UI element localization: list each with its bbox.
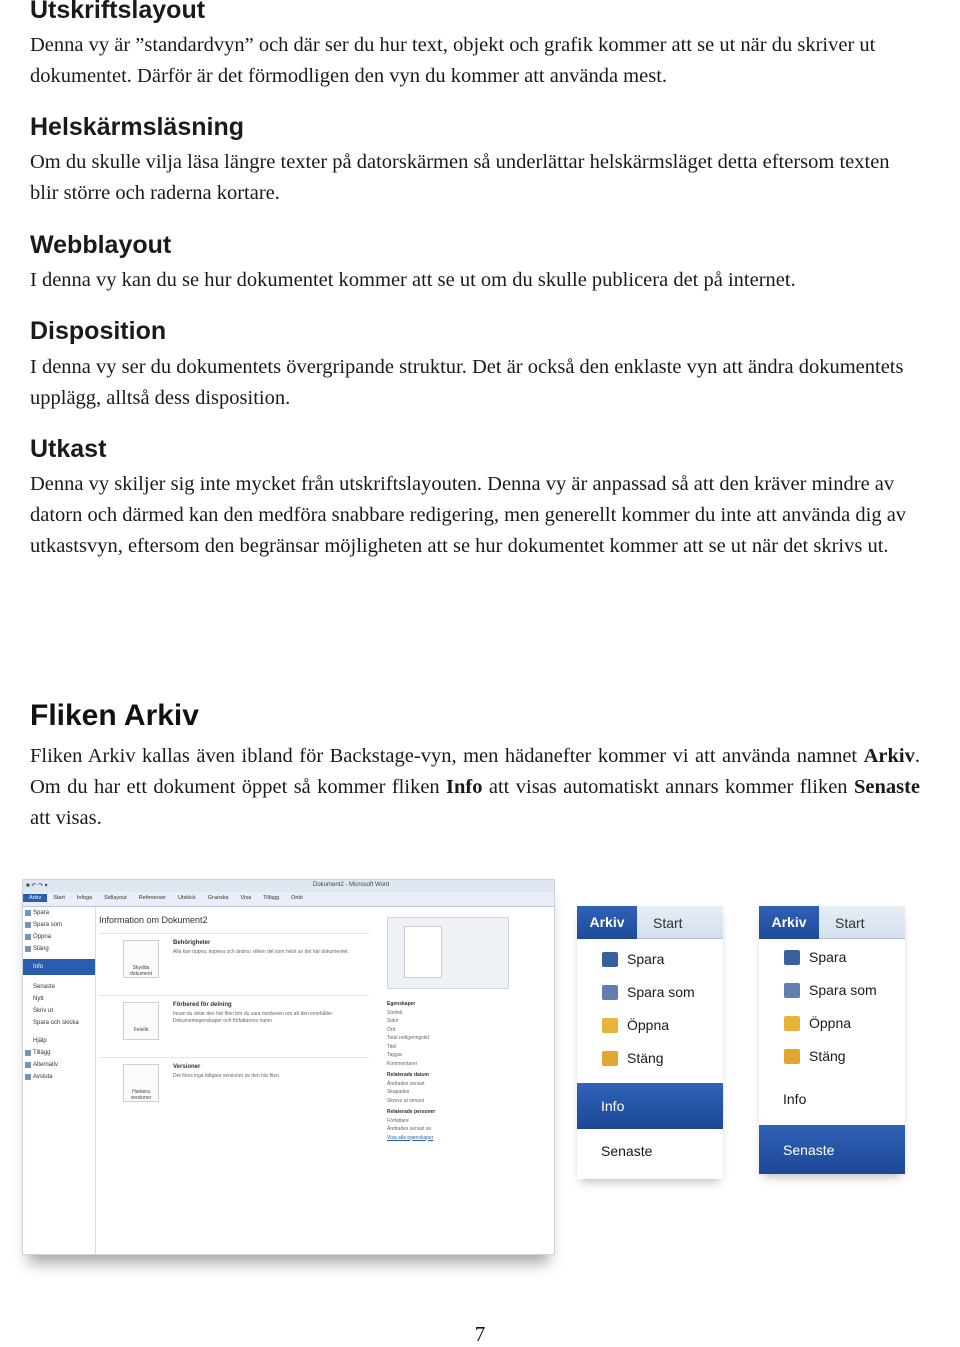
ribbon-tab[interactable]: Arkiv	[23, 894, 47, 902]
inspect-button[interactable]: Felsök	[123, 1002, 159, 1040]
property-label: Ändrades senast av	[387, 1126, 432, 1132]
text-utskriftslayout: Denna vy är ”standardvyn” och där ser du hur text, objekt och grafik kommer att se ut när du skriver ut dokumentet. Därför är det förmodligen den vyn du kommer att använda mest.	[30, 34, 876, 87]
menu-item-label: Spara som	[809, 982, 877, 998]
arkiv-menu-senaste-selected	[759, 906, 905, 1174]
prepare-sharing-block	[99, 995, 369, 1046]
menu-item-oppna[interactable]	[577, 1009, 723, 1042]
save-as-icon	[602, 985, 618, 1000]
menu-item-spara[interactable]	[759, 941, 905, 974]
ribbon-tab[interactable]: Referenser	[138, 895, 167, 901]
page-number: 7	[474, 1322, 486, 1346]
folder-open-icon	[784, 1016, 800, 1031]
bold-senaste: Senaste	[853, 776, 920, 798]
menu-tabs	[759, 906, 905, 939]
menu-item-senaste[interactable]: Senaste	[601, 1143, 653, 1159]
menu-item-label: Öppna	[809, 1015, 852, 1031]
nav-icon	[25, 1074, 31, 1080]
property-label: Taggar	[387, 1052, 403, 1058]
nav-item-label: Info	[33, 964, 44, 970]
backstage-nav-item[interactable]	[23, 959, 95, 975]
property-label: Kommentarer	[387, 1060, 418, 1067]
backstage-nav	[23, 907, 96, 1254]
ribbon-tab[interactable]: Tillägg	[263, 895, 280, 901]
property-label: Ändrades senast	[387, 1080, 425, 1087]
backstage-info-pane	[97, 907, 554, 1254]
save-as-icon	[784, 983, 800, 998]
menu-item-spara-som[interactable]	[759, 974, 905, 1007]
menu-item-label: Spara	[627, 951, 665, 967]
property-label: Egenskaper	[387, 1001, 416, 1007]
bold-arkiv: Arkiv	[863, 745, 915, 767]
backstage-nav-item[interactable]	[23, 1047, 95, 1059]
backstage-nav-item[interactable]	[23, 907, 95, 919]
text-utkast: Denna vy skiljer sig inte mycket från utskriftslayouten. Denna vy är anpassad så att den kräver mindre av datorn och därmed kan den medföra snabbare redigering, men generellt kommer du inte att använda dig av utkastsvyn, eftersom den begränsar möjligheten att se hur dokumentet kommer att se ut när det skrivs ut.	[30, 473, 907, 557]
document-preview	[387, 917, 509, 989]
backstage-nav-item[interactable]	[23, 943, 95, 955]
block-title: Behörigheter	[173, 940, 211, 946]
tab-arkiv[interactable]: Arkiv	[577, 906, 637, 939]
nav-icon	[25, 1050, 31, 1056]
ribbon-tab[interactable]: Start	[53, 895, 65, 901]
text-part: att visas automatiskt annars kommer fliken	[482, 776, 854, 798]
protect-document-button[interactable]: Skydda dokument	[123, 940, 159, 978]
quick-access-toolbar: ■ ↶ ↷ ▾	[26, 883, 48, 889]
nav-item-label: Alternativ	[33, 1062, 59, 1068]
tab-arkiv[interactable]: Arkiv	[759, 906, 819, 939]
bold-info: Info	[446, 776, 483, 798]
menu-item-label: Stäng	[809, 1048, 846, 1064]
menu-tabs	[577, 906, 723, 939]
text-part: . Om du har ett dokument öppet så kommer fliken	[30, 745, 920, 798]
nav-item-label: Stäng	[33, 946, 49, 952]
menu-item-spara[interactable]	[577, 943, 723, 976]
ribbon-tab[interactable]: Infoga	[76, 895, 93, 901]
folder-open-icon	[602, 1018, 618, 1033]
nav-item-label: Spara som	[33, 922, 63, 928]
ribbon-tab[interactable]: Utskick	[178, 895, 196, 901]
nav-icon	[25, 946, 31, 952]
property-label: Sidor	[387, 1018, 399, 1024]
ribbon-tab[interactable]: Onbi	[291, 895, 303, 901]
property-label: Relaterade datum	[387, 1072, 429, 1078]
backstage-screenshot	[22, 879, 555, 1255]
text-helskarmslasning: Om du skulle vilja läsa längre texter på datorskärmen så underlättar helskärmsläget detta eftersom texten blir större och raderna kortare.	[30, 151, 890, 204]
menu-item-label: Spara	[809, 949, 847, 965]
manage-versions-button[interactable]: Hantera versioner	[123, 1064, 159, 1102]
backstage-nav-item[interactable]	[23, 931, 95, 943]
menu-item-oppna[interactable]	[759, 1007, 905, 1040]
heading-fliken-arkiv: Fliken Arkiv	[30, 699, 199, 732]
folder-close-icon	[784, 1049, 800, 1064]
save-icon	[784, 950, 800, 965]
backstage-nav-item[interactable]	[23, 981, 95, 993]
heading-disposition: Disposition	[30, 317, 167, 345]
property-label: Ord	[387, 1026, 396, 1033]
nav-icon	[25, 922, 31, 928]
text-part: att visas.	[30, 807, 102, 829]
arkiv-menu-info-selected	[577, 906, 723, 1179]
menu-item-spara-som[interactable]	[577, 976, 723, 1009]
menu-item-label: Öppna	[627, 1017, 670, 1033]
nav-item-label: Tillägg	[33, 1050, 51, 1056]
backstage-nav-item[interactable]	[23, 1005, 95, 1017]
property-label[interactable]: Visa alla egenskaper	[387, 1134, 434, 1141]
backstage-nav-item[interactable]	[23, 1059, 95, 1071]
nav-icon	[25, 1062, 31, 1068]
property-label: Total redigeringstid	[387, 1035, 429, 1041]
block-title: Förbered för delning	[173, 1002, 232, 1008]
backstage-nav-item[interactable]	[23, 993, 95, 1005]
nav-item-label: Senaste	[33, 984, 56, 990]
text-fliken-arkiv	[30, 741, 920, 834]
backstage-nav-item[interactable]	[23, 1071, 95, 1083]
tab-start[interactable]: Start	[835, 915, 865, 931]
nav-item-label: Spara	[33, 910, 50, 916]
text-webblayout: I denna vy kan du se hur dokumentet kommer att se ut om du skulle publicera det på internet.	[30, 269, 796, 291]
title-bar	[23, 880, 554, 892]
tab-start[interactable]: Start	[653, 915, 683, 931]
backstage-nav-item[interactable]	[23, 1017, 95, 1029]
nav-icon	[25, 910, 31, 916]
menu-item-stang[interactable]	[577, 1042, 723, 1075]
nav-item-label: Spara och skicka	[33, 1020, 79, 1026]
window-title: Dokument2 - Microsoft Word	[313, 882, 390, 888]
nav-icon	[25, 934, 31, 940]
property-label: Relaterade personer	[387, 1109, 436, 1115]
heading-utskriftslayout: Utskriftslayout	[30, 0, 206, 24]
heading-utkast: Utkast	[30, 435, 107, 463]
menu-item-info[interactable]: Info	[577, 1083, 723, 1129]
menu-item-info[interactable]: Info	[783, 1091, 807, 1107]
versions-block	[99, 1057, 369, 1108]
save-icon	[602, 952, 618, 967]
nav-item-label: Hjälp	[33, 1038, 47, 1044]
menu-item-label: Spara som	[627, 984, 695, 1000]
ribbon-tab[interactable]: Granska	[207, 895, 229, 901]
nav-item-label: Avsluta	[33, 1074, 53, 1080]
property-label: Skapades	[387, 1089, 410, 1095]
text-part: Fliken Arkiv kallas även ibland för Backstage-vyn, men hädanefter kommer vi att använda namnet	[30, 745, 864, 767]
menu-item-senaste[interactable]: Senaste	[759, 1125, 905, 1174]
menu-item-label: Stäng	[627, 1050, 664, 1066]
property-label: Storlek	[387, 1009, 403, 1016]
menu-item-stang[interactable]	[759, 1040, 905, 1073]
properties-panel	[387, 997, 537, 1142]
ribbon-tab[interactable]: Visa	[240, 895, 252, 901]
property-label: Titel	[387, 1043, 397, 1050]
folder-close-icon	[602, 1051, 618, 1066]
block-text: Alla kan öppna, kopiera och ändra i vilken del som helst av det här dokumentet.	[173, 949, 349, 955]
info-heading: Information om Dokument2	[99, 915, 208, 925]
nav-item-label: Nytt	[33, 996, 44, 1002]
property-label: Skrevs ut senast	[387, 1097, 424, 1104]
backstage-nav-item[interactable]	[23, 919, 95, 931]
heading-helskarmslasning: Helskärmsläsning	[30, 113, 244, 141]
heading-webblayout: Webblayout	[30, 231, 172, 259]
ribbon-tab[interactable]: Sidlayout	[104, 895, 127, 901]
block-title: Versioner	[173, 1064, 201, 1070]
backstage-nav-item[interactable]	[23, 1035, 95, 1047]
block-text: Det finns inga tidigare versioner av den här filen.	[173, 1073, 281, 1079]
nav-item-label: Skriv ut	[33, 1008, 54, 1014]
ribbon-tabs	[23, 892, 554, 907]
block-text: Innan du delar den här filen bör du vara medveten om att den innehåller: Dokumentegenskaper och författarens namn	[173, 1011, 334, 1024]
text-disposition: I denna vy ser du dokumentets övergripande struktur. Det är också den enklaste vyn att ändra dokumentets upplägg, alltså dess disposition.	[30, 356, 904, 409]
nav-item-label: Öppna	[33, 934, 52, 940]
permissions-block	[99, 933, 369, 984]
property-label: Författare	[387, 1117, 409, 1124]
